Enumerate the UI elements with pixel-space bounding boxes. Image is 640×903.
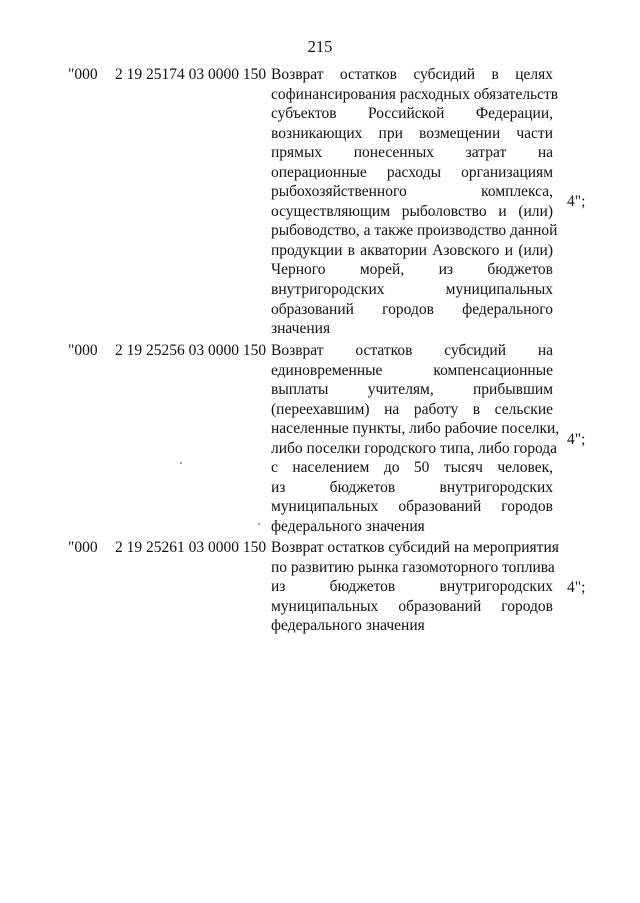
description-line: муниципальных образований городов	[271, 597, 553, 615]
description-line: образований городов федерального	[271, 300, 553, 318]
description-line: либо поселки городского типа, либо города	[271, 439, 558, 457]
description-line: федерального значения	[271, 617, 425, 635]
description-line: возникающих при возмещении части	[271, 124, 553, 142]
description-line: единовременные компенсационные	[271, 361, 553, 379]
code-prefix: "000	[68, 66, 98, 83]
code-prefix: "000	[68, 342, 98, 359]
description-line: рыбоводство, а также производство данной	[271, 222, 558, 240]
description-line: продукции в акватории Азовского и (или)	[271, 241, 553, 259]
row-suffix: 4";	[567, 193, 586, 210]
code-prefix: "000	[68, 539, 98, 556]
description-line: муниципальных образований городов	[271, 498, 553, 516]
page-number: 215	[307, 37, 333, 56]
budget-code: 2 19 25256 03 0000 150	[115, 342, 267, 359]
budget-code: 2 19 25261 03 0000 150	[115, 539, 267, 556]
scan-speck	[258, 523, 260, 525]
description-line: рыбохозяйственного комплекса,	[271, 183, 553, 201]
row-description	[271, 65, 559, 339]
description-line: Черного морей, из бюджетов	[271, 261, 553, 279]
description-line: с населением до 50 тысяч человек,	[271, 459, 553, 477]
description-line: из бюджетов внутригородских	[271, 578, 553, 596]
description-line: Возврат остатков субсидий в целях	[271, 66, 553, 83]
description-line: (переехавшим) на работу в сельские	[271, 400, 553, 418]
row-suffix: 4";	[567, 431, 586, 448]
row-description	[271, 538, 559, 636]
row-description	[271, 341, 560, 536]
description-line: значения	[271, 320, 331, 338]
description-line: из бюджетов внутригородских	[271, 478, 553, 496]
description-line: по развитию рынка газомоторного топлива	[271, 558, 555, 576]
description-line: прямых понесенных затрат на	[271, 144, 553, 162]
scan-speck	[180, 462, 182, 464]
description-line: осуществляющим рыболовство и (или)	[271, 202, 553, 220]
budget-code: 2 19 25174 03 0000 150	[115, 66, 267, 83]
description-line: населенные пункты, либо рабочие поселки,	[271, 420, 560, 438]
description-line: внутригородских муниципальных	[271, 281, 553, 299]
description-line: Возврат остатков субсидий на	[271, 342, 553, 359]
row-suffix: 4";	[567, 579, 586, 596]
description-line: софинансирования расходных обязательств	[271, 85, 559, 103]
description-line: выплаты учителям, прибывшим	[271, 381, 553, 399]
description-line: операционные расходы организациям	[271, 163, 553, 181]
description-line: субъектов Российской Федерации,	[271, 105, 553, 123]
description-line: федерального значения	[271, 517, 425, 535]
description-line: Возврат остатков субсидий на мероприятия	[271, 539, 559, 556]
